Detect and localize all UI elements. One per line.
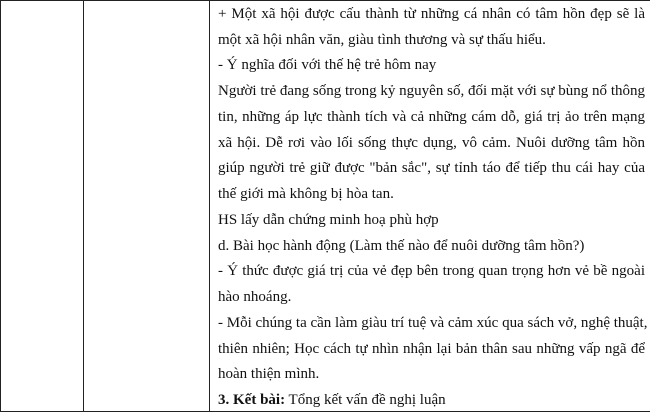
text-line: thế giới mà không bị hòa tan. bbox=[218, 186, 394, 203]
table-cell-middle bbox=[84, 1, 210, 412]
text-line: HS lấy dẫn chứng minh hoạ phù hợp bbox=[218, 211, 439, 228]
text-line: d. Bài học hành động (Làm thế nào để nuôi dưỡng tâm hồn?) bbox=[218, 237, 585, 254]
text-line: tin, những áp lực thành tích và cả những cám dỗ, giá trị ảo trên mạng bbox=[218, 108, 645, 125]
text-line: - Ý thức được giá trị của vẻ đẹp bên trong quan trọng hơn vẻ bề ngoài bbox=[218, 263, 645, 280]
conclusion-line bbox=[218, 391, 645, 409]
text-line: Người trẻ đang sống trong kỷ nguyên số, đối mặt với sự bùng nổ thông bbox=[218, 83, 645, 100]
text-line: hào nhoáng. bbox=[218, 289, 292, 306]
conclusion-label: 3. Kết bài: bbox=[218, 392, 286, 408]
text-line: hoàn thiện mình. bbox=[218, 366, 320, 383]
table-cell-left bbox=[1, 1, 84, 412]
conclusion-text: Tổng kết vấn đề nghị luận bbox=[285, 392, 446, 408]
table-row bbox=[1, 1, 650, 412]
text-line: thiên nhiên; Học cách tự nhìn nhận lại bản thân sau những vấp ngã để bbox=[218, 340, 645, 357]
table-cell-content bbox=[210, 1, 650, 412]
text-line: một xã hội nhân văn, giàu tình thương và sự thấu hiểu. bbox=[218, 31, 546, 48]
text-line: - Ý nghĩa đối với thế hệ trẻ hôm nay bbox=[218, 57, 437, 74]
content-block bbox=[210, 1, 650, 411]
text-line: + Một xã hội được cấu thành từ những cá nhân có tâm hồn đẹp sẽ là bbox=[218, 6, 645, 22]
text-line: - Mỗi chúng ta cần làm giàu trí tuệ và cảm xúc qua sách vở, nghệ thuật, bbox=[218, 314, 648, 331]
text-line: giúp người trẻ giữ được "bản sắc", sự tỉnh táo để tiếp thu cái hay của bbox=[218, 160, 645, 177]
text-line: xã hội. Dễ rơi vào lối sống thực dụng, vô cảm. Nuôi dưỡng tâm hồn bbox=[218, 134, 645, 151]
